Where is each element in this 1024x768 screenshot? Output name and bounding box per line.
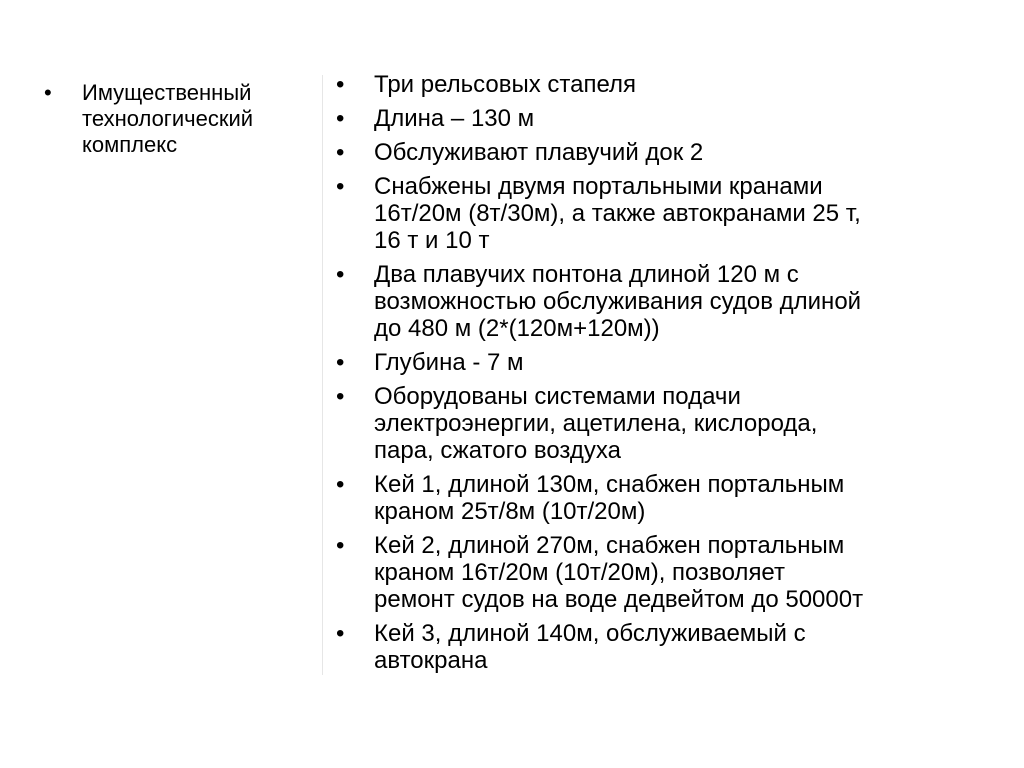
list-item bbox=[330, 105, 990, 132]
left-column bbox=[40, 80, 310, 158]
list-item-text: Снабжены двумя портальными кранами 16т/20м (8т/30м), а также автокранами 25 т, 16 т и 10 т bbox=[374, 173, 861, 254]
bullet-dot-icon: • bbox=[336, 139, 345, 166]
list-item bbox=[330, 532, 990, 613]
list-item bbox=[330, 349, 990, 376]
list-item-text: Два плавучих понтона длиной 120 м с возможностью обслуживания судов длиной до 480 м (2*(120м+120м)) bbox=[374, 261, 862, 342]
bullet-dot-icon: • bbox=[44, 80, 52, 105]
right-column bbox=[330, 71, 990, 681]
list-item bbox=[330, 71, 990, 98]
bullet-dot-icon: • bbox=[336, 349, 345, 376]
list-item bbox=[330, 383, 990, 464]
list-item-text: Кей 3, длиной 140м, обслуживаемый с автокрана bbox=[374, 620, 806, 674]
list-item-text: Обслуживают плавучий док 2 bbox=[374, 139, 704, 166]
bullet-dot-icon: • bbox=[336, 71, 345, 98]
bullet-dot-icon: • bbox=[336, 532, 345, 559]
list-item bbox=[330, 139, 990, 166]
bullet-dot-icon: • bbox=[336, 383, 345, 410]
list-item-text: Кей 1, длиной 130м, снабжен портальным краном 25т/8м (10т/20м) bbox=[374, 471, 845, 525]
list-item-text: Три рельсовых стапеля bbox=[374, 71, 637, 98]
left-item-text: Имущественный технологический комплекс bbox=[82, 80, 254, 157]
bullet-dot-icon: • bbox=[336, 173, 345, 200]
list-item bbox=[330, 471, 990, 525]
bullet-dot-icon: • bbox=[336, 471, 345, 498]
list-item bbox=[330, 261, 990, 342]
list-item bbox=[330, 620, 990, 674]
left-bullet-item bbox=[40, 80, 310, 158]
list-item-text: Глубина - 7 м bbox=[374, 349, 524, 376]
bullet-dot-icon: • bbox=[336, 261, 345, 288]
list-item-text: Кей 2, длиной 270м, снабжен портальным краном 16т/20м (10т/20м), позволяет ремонт судов на воде дедвейтом до 50000т bbox=[374, 532, 864, 613]
list-item-text: Длина – 130 м bbox=[374, 105, 535, 132]
column-divider bbox=[322, 75, 323, 675]
bullet-dot-icon: • bbox=[336, 105, 345, 132]
list-item-text: Оборудованы системами подачи электроэнергии, ацетилена, кислорода, пара, сжатого воздуха bbox=[374, 383, 818, 464]
bullet-dot-icon: • bbox=[336, 620, 345, 647]
list-item bbox=[330, 173, 990, 254]
